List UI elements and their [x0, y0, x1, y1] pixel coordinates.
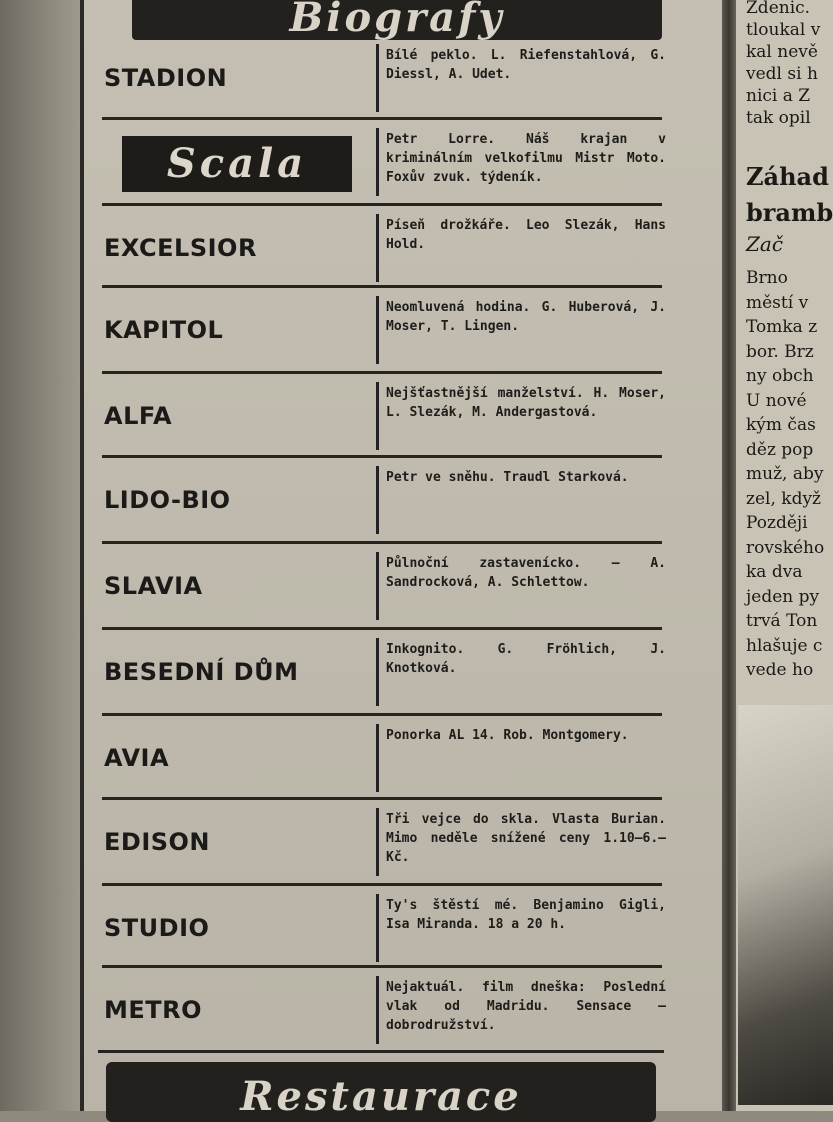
- row-separator: [102, 285, 662, 288]
- column-divider: [376, 808, 379, 876]
- film-description: Petr ve sněhu. Traudl Starková.: [386, 470, 629, 485]
- cinema-row: [94, 376, 669, 456]
- film-description: Tři vejce do skla. Vlasta Burian. Mimo neděle snížené ceny 1.10–6.– Kč.: [386, 812, 666, 865]
- article-text-line: rovského: [746, 537, 825, 558]
- article-text-line: kal nevě: [746, 42, 818, 62]
- cinema-name: EDISON: [104, 828, 211, 856]
- footer-banner: Restaurace: [106, 1062, 656, 1122]
- row-separator: [102, 883, 662, 886]
- cinema-name: AVIA: [104, 744, 170, 772]
- article-text-line: vedl si h: [746, 64, 818, 84]
- article-text-line: trvá Ton: [746, 611, 818, 631]
- book-gutter: [722, 0, 736, 1111]
- article-text-line: děz pop: [746, 439, 814, 460]
- film-description: Ty's štěstí mé. Benjamino Gigli, Isa Miranda. 18 a 20 h.: [386, 898, 666, 932]
- article-text-line: městí v: [746, 292, 809, 313]
- cinema-row: [94, 888, 669, 968]
- column-divider: [376, 724, 379, 792]
- column-divider: [376, 466, 379, 534]
- column-divider: [376, 296, 379, 364]
- cinema-row: [94, 802, 669, 882]
- article-text-line: U nové: [746, 390, 807, 411]
- cinema-name: BESEDNÍ DŮM: [104, 658, 299, 686]
- cinema-row: [94, 38, 669, 118]
- article-text-line: ny obch: [746, 366, 814, 386]
- cinema-row: [94, 460, 669, 540]
- article-text-line: Brno: [746, 268, 788, 288]
- column-divider: [376, 552, 379, 620]
- cinema-row: [94, 208, 669, 288]
- cinema-row: [94, 546, 669, 626]
- article-text-line: hlašuje c: [746, 635, 823, 656]
- row-separator: [102, 627, 662, 630]
- film-description: Píseň drožkáře. Leo Slezák, Hans Hold.: [386, 218, 666, 252]
- cinema-name: STADION: [104, 64, 228, 92]
- cinema-row: [94, 632, 669, 712]
- portrait-photo: [738, 705, 833, 1105]
- article-text-line: Zdenic.: [746, 0, 811, 18]
- row-separator: [102, 965, 662, 968]
- cinema-name: LIDO-BIO: [104, 486, 231, 514]
- cinema-row: [94, 718, 669, 798]
- film-description: Půlnoční zastavenícko. – A. Sandrocková, A. Schlettow.: [386, 556, 666, 590]
- film-description: Bílé peklo. L. Riefenstahlová, G. Diessl, A. Udet.: [386, 48, 666, 82]
- cinema-row: [94, 122, 669, 202]
- right-page-column: [736, 0, 833, 1111]
- film-description: Inkognito. G. Fröhlich, J. Knotková.: [386, 642, 666, 676]
- article-text-line: bramb: [746, 198, 833, 227]
- article-text-line: tak opil: [746, 108, 811, 128]
- column-divider: [376, 638, 379, 706]
- cinema-name: SLAVIA: [104, 572, 203, 600]
- article-text-line: kým čas: [746, 415, 816, 435]
- cinema-name: STUDIO: [104, 914, 210, 942]
- article-text-line: Záhad: [746, 162, 829, 191]
- article-text-line: ka dva: [746, 562, 803, 582]
- film-description: Nejšťastnější manželství. H. Moser, L. Slezák, M. Andergastová.: [386, 386, 666, 420]
- cinema-name: METRO: [104, 996, 203, 1024]
- row-separator: [102, 713, 662, 716]
- row-separator: [102, 541, 662, 544]
- article-text-line: zel, když: [746, 488, 822, 509]
- article-text-line: jeden py: [746, 586, 820, 607]
- scala-logo: Scala: [122, 136, 352, 192]
- article-text-line: vede ho: [746, 660, 814, 680]
- article-text-line: muž, aby: [746, 464, 824, 484]
- row-separator: [98, 1050, 664, 1053]
- film-description: Nejaktuál. film dneška: Poslední vlak od Madridu. Sensace – dobrodružství.: [386, 980, 666, 1033]
- cinema-name: KAPITOL: [104, 316, 224, 344]
- article-text-line: Tomka z: [746, 317, 818, 337]
- article-text-line: Později: [746, 513, 808, 533]
- film-description: Ponorka AL 14. Rob. Montgomery.: [386, 728, 629, 743]
- row-separator: [102, 371, 662, 374]
- header-banner: Biografy: [132, 0, 662, 40]
- column-divider: [376, 382, 379, 450]
- article-text-line: Zač: [746, 232, 784, 256]
- row-separator: [102, 455, 662, 458]
- row-separator: [102, 797, 662, 800]
- article-text-line: tloukal v: [746, 20, 821, 40]
- cinema-row: [94, 290, 669, 370]
- column-divider: [376, 44, 379, 112]
- article-text-line: nici a Z: [746, 86, 811, 106]
- column-divider: [376, 128, 379, 196]
- article-text-line: bor. Brz: [746, 341, 814, 362]
- film-description: Neomluvená hodina. G. Huberová, J. Moser, T. Lingen.: [386, 300, 666, 334]
- column-divider: [376, 894, 379, 962]
- row-separator: [102, 117, 662, 120]
- cinema-listing-page: [84, 0, 724, 1120]
- cinema-name: ALFA: [104, 402, 173, 430]
- column-divider: [376, 976, 379, 1044]
- row-separator: [102, 203, 662, 206]
- cinema-row: [94, 970, 669, 1050]
- column-divider: [376, 214, 379, 282]
- film-description: Petr Lorre. Náš krajan v kriminálním velkofilmu Mistr Moto. Foxův zvuk. týdeník.: [386, 132, 666, 185]
- cinema-name: EXCELSIOR: [104, 234, 257, 262]
- left-page-edge: [0, 0, 84, 1111]
